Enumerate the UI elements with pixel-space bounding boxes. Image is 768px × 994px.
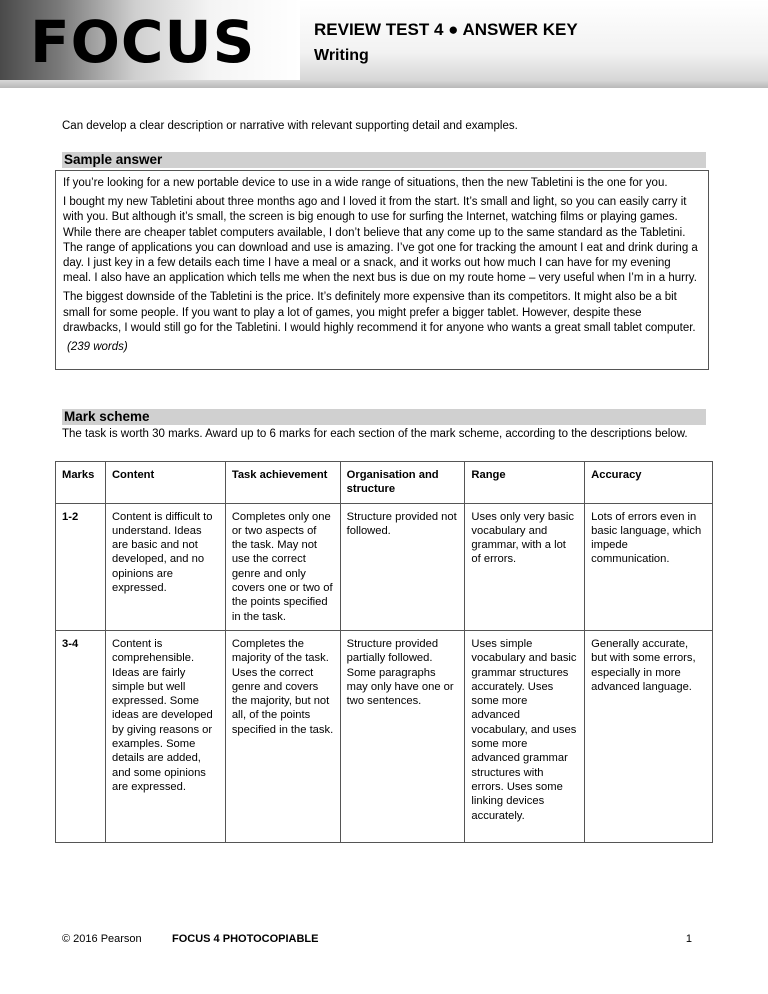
page-title: REVIEW TEST 4 ● ANSWER KEY — [314, 20, 578, 39]
logo-banner — [0, 0, 300, 80]
column-header: Accuracy — [585, 462, 713, 504]
task-cell: Completes the majority of the task. Uses the correct genre and covers the majority, but not all, of the points specified in the task. — [225, 630, 340, 842]
content-cell: Content is comprehensible. Ideas are fairly simple but well expressed. Some ideas are developed by giving reasons or examples. Some details are added, and some opinions are expressed. — [105, 630, 225, 842]
mark-scheme-heading: Mark scheme — [62, 409, 706, 425]
word-count: (239 words) — [67, 341, 128, 354]
sample-paragraph: If you’re looking for a new portable device to use in a wide range of situations, then the new Tabletini is the one for you. — [63, 177, 668, 189]
organisation-cell: Structure provided not followed. — [340, 503, 465, 630]
mark-scheme-intro: The task is worth 30 marks. Award up to 6 marks for each section of the mark scheme, according to the descriptions below. — [62, 428, 688, 440]
marks-cell: 3-4 — [56, 630, 106, 842]
page-header — [0, 0, 768, 88]
range-cell: Uses simple vocabulary and basic grammar structures accurately. Uses some more advanced vocabulary, and uses some more advanced grammar structures with errors. Uses some linking devices accurately. — [465, 630, 585, 842]
organisation-cell: Structure provided partially followed. Some paragraphs may only have one or two sentences. — [340, 630, 465, 842]
column-header: Marks — [56, 462, 106, 504]
objective-text: Can develop a clear description or narrative with relevant supporting detail and examples. — [62, 120, 518, 132]
column-header: Content — [105, 462, 225, 504]
accuracy-cell: Generally accurate, but with some errors, especially in more advanced language. — [585, 630, 713, 842]
copyright: © 2016 Pearson — [62, 933, 142, 945]
table-row — [56, 630, 713, 842]
page-number: 1 — [685, 933, 692, 945]
marks-cell: 1-2 — [56, 503, 106, 630]
page-subtitle: Writing — [314, 47, 369, 64]
task-cell: Completes only one or two aspects of the task. May not use the correct genre and only covers one or two of the points specified in the task. — [225, 503, 340, 630]
table-row — [56, 503, 713, 630]
sample-answer-heading: Sample answer — [62, 152, 706, 168]
column-header: Task achievement — [225, 462, 340, 504]
mark-scheme-table — [55, 461, 713, 843]
content-cell: Content is difficult to understand. Ideas are basic and not developed, and no opinions are expressed. — [105, 503, 225, 630]
column-header: Range — [465, 462, 585, 504]
accuracy-cell: Lots of errors even in basic language, which impede communication. — [585, 503, 713, 630]
sample-paragraph: The biggest downside of the Tabletini is the price. It’s definitely more expensive than its competitors. It might also be a bit small for some people. If you want to play a lot of games, you might prefer a bigger tablet. However, despite these drawbacks, I would still go for the Tabletini. I would highly recommend it for anyone who wants a great small tablet computer. — [63, 291, 696, 334]
range-cell: Uses only very basic vocabulary and grammar, with a lot of errors. — [465, 503, 585, 630]
sample-paragraph: I bought my new Tabletini about three months ago and I loved it from the start. It’s small and light, so you can easily carry it with you. But although it’s small, the screen is big enough to use for surfing the Internet, watching films or playing games. While there are cheaper tablet computers available, I don’t believe that any come up to the same standard as the Tabletini. The range of applications you can download and use is amazing. I’ve got one for tracking the amount I eat and drink during a day. I just key in a few details each time I have a meal or a snack, and it works out how much I can have for my evening meal. I also have an application which tells me when the next bus is due on my route home – very useful when I’m in a hurry. — [63, 196, 698, 285]
focus-logo: FOCUS — [30, 8, 256, 76]
table-header-row — [56, 462, 713, 504]
column-header: Organisation and structure — [340, 462, 465, 504]
photocopiable-label: FOCUS 4 PHOTOCOPIABLE — [172, 933, 319, 945]
sample-answer-box — [55, 170, 709, 370]
header-strip — [0, 80, 768, 88]
